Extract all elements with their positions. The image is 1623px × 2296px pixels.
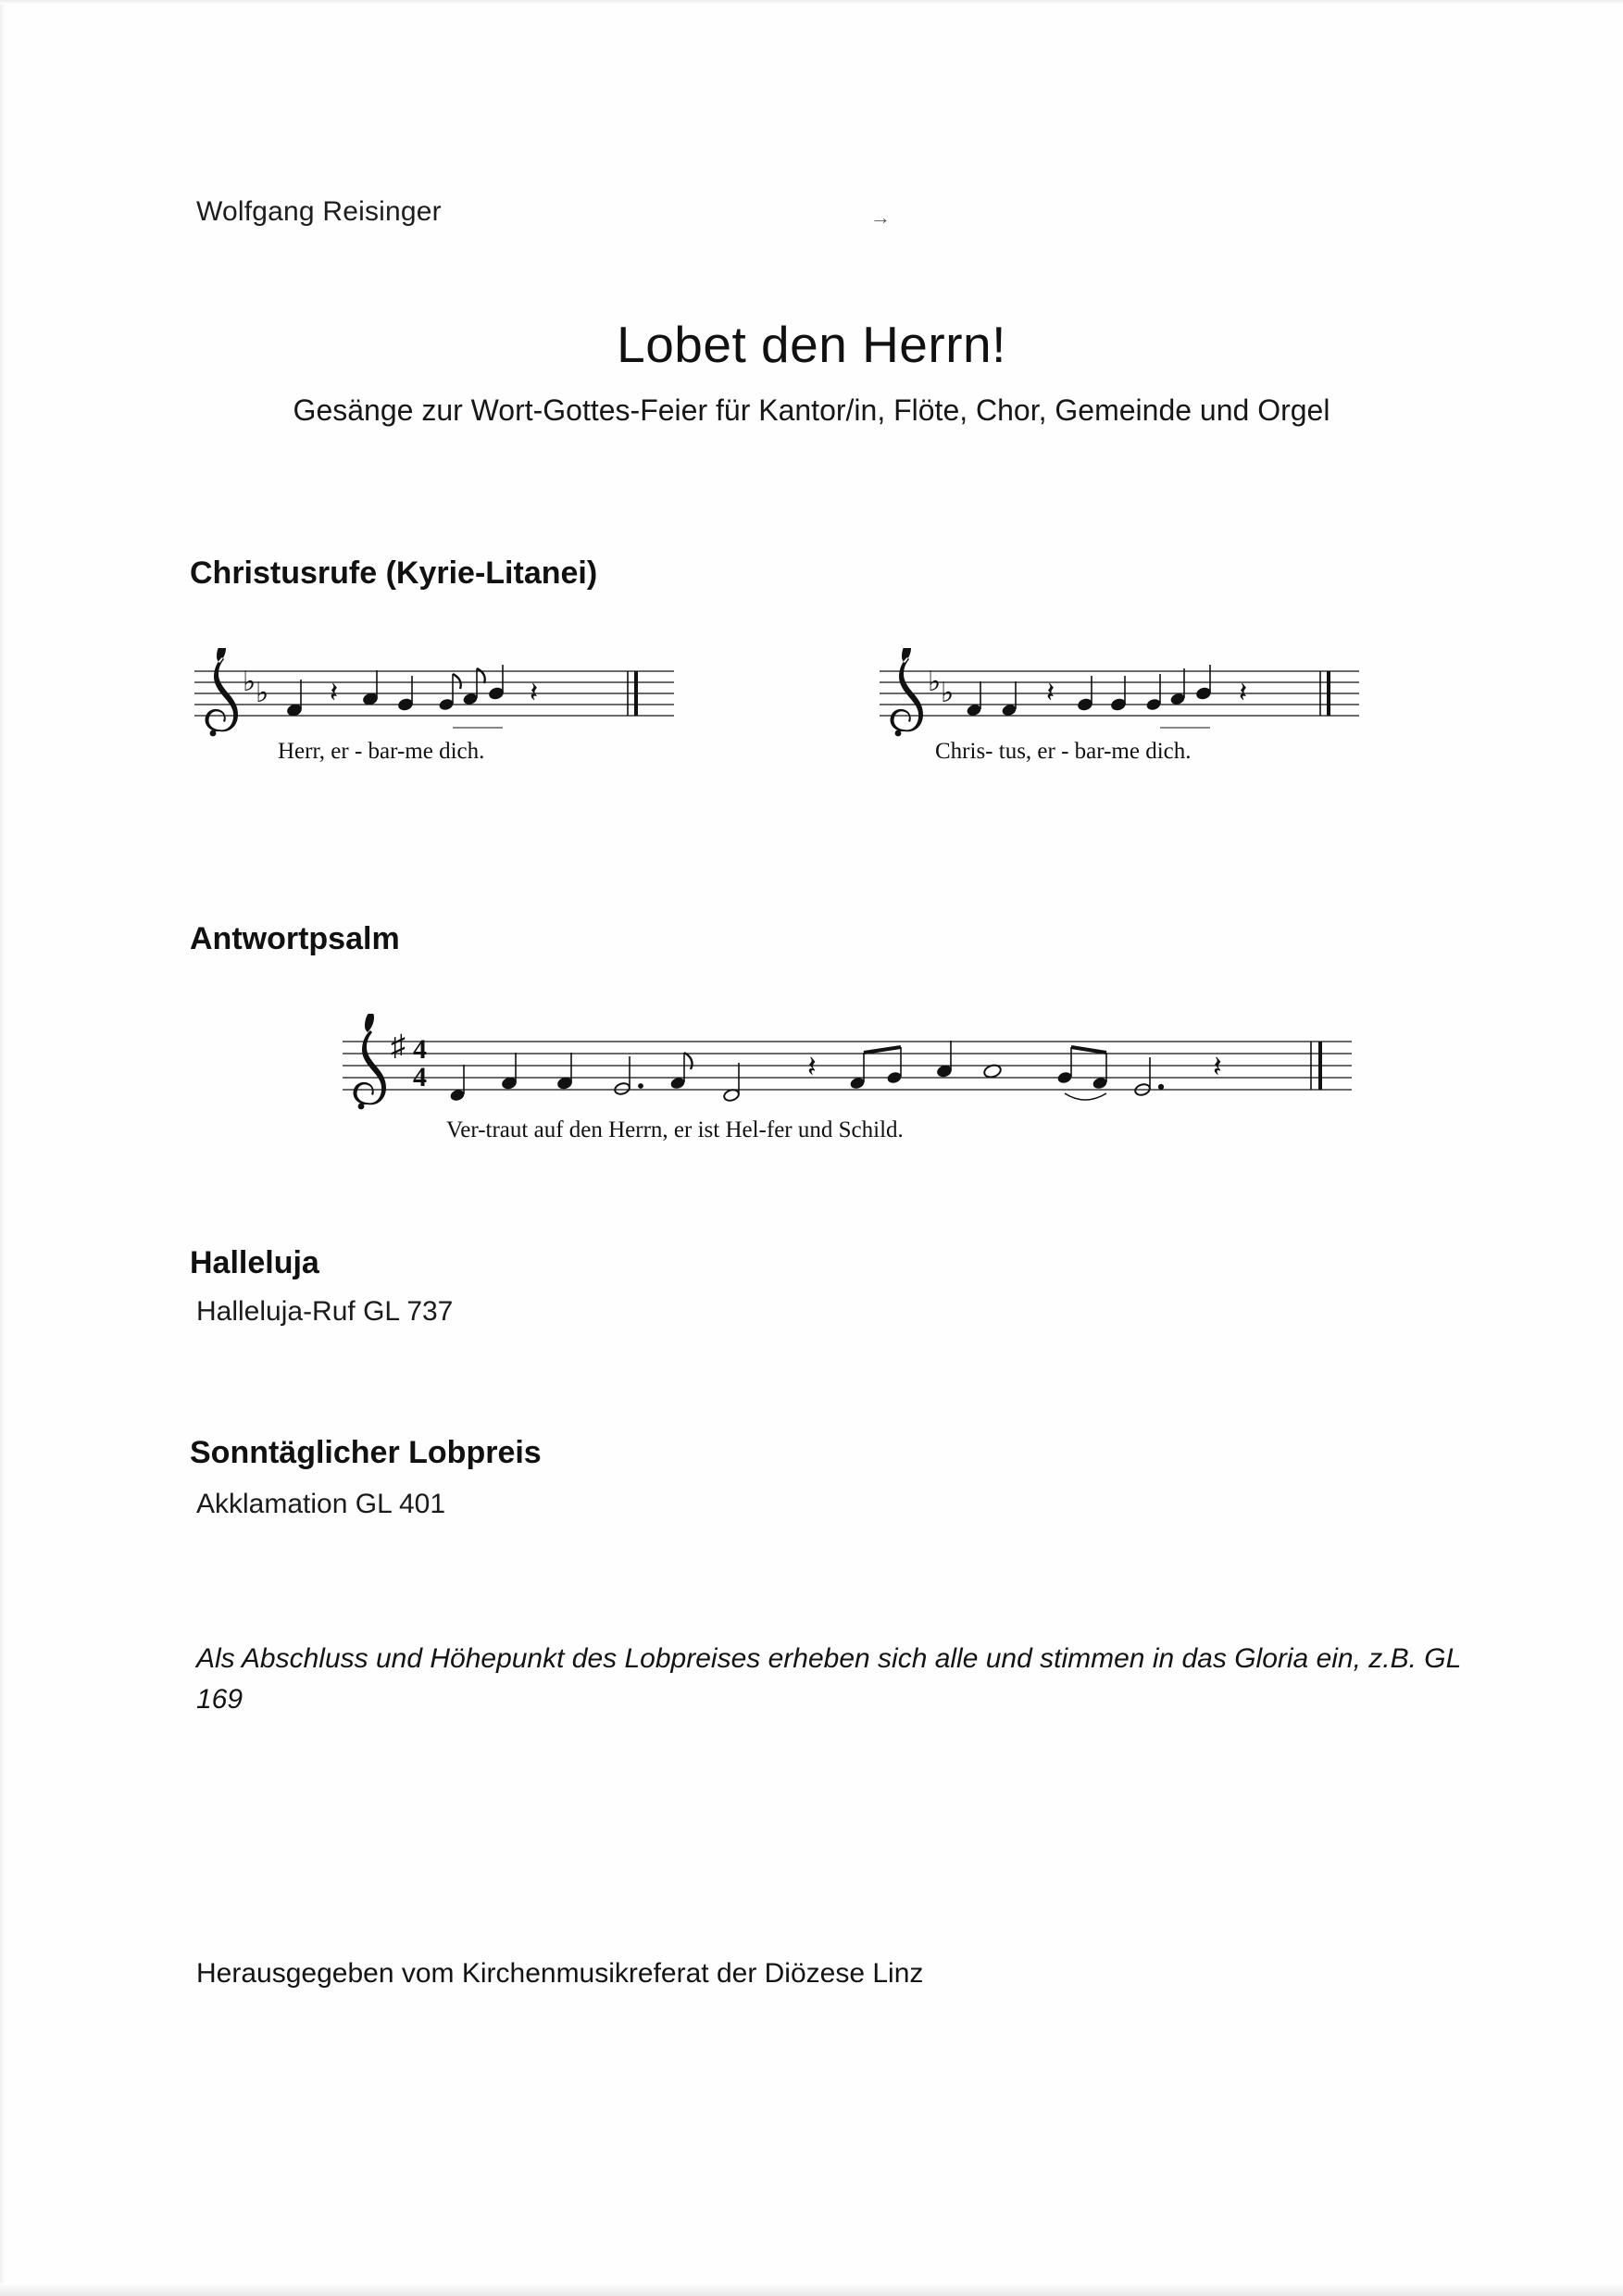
time-signature-four-four bbox=[413, 1034, 427, 1092]
kyrie-staff-right-lyrics: Chris- tus, er - bar-me dich. bbox=[935, 739, 1192, 764]
treble-clef bbox=[353, 1014, 386, 1109]
svg-text:♯: ♯ bbox=[391, 1029, 406, 1062]
page-title: Lobet den Herrn! bbox=[617, 316, 1006, 373]
page-subtitle: Gesänge zur Wort-Gottes-Feier für Kantor/in, Flöte, Chor, Gemeinde und Orgel bbox=[293, 393, 1330, 427]
psalm-staff bbox=[333, 1014, 1370, 1142]
two-flats bbox=[928, 667, 954, 708]
treble-clef bbox=[205, 648, 238, 736]
svg-text:𝄽: 𝄽 bbox=[807, 1050, 817, 1083]
svg-text:4: 4 bbox=[413, 1034, 427, 1065]
section-heading-halleluja: Halleluja bbox=[190, 1245, 319, 1280]
section-heading-antwortpsalm: Antwortpsalm bbox=[190, 921, 400, 956]
section-subtext-lobpreis: Akklamation GL 401 bbox=[196, 1489, 446, 1519]
treble-clef bbox=[890, 648, 923, 736]
publisher-line: Herausgegeben vom Kirchenmusikreferat der Diözese Linz bbox=[196, 1958, 924, 1989]
psalm-staff-lyrics: Ver-traut auf den Herrn, er ist Hel-fer und Schild. bbox=[446, 1117, 904, 1142]
kyrie-staff-left bbox=[185, 648, 685, 764]
svg-text:♭: ♭ bbox=[243, 667, 256, 697]
svg-text:𝄽: 𝄽 bbox=[1239, 678, 1248, 708]
one-sharp bbox=[391, 1029, 406, 1062]
kyrie-staff-right bbox=[870, 648, 1370, 764]
closing-note: Als Abschluss und Höhepunkt des Lobpreises erheben sich alle und stimmen in das Gloria ein, z.B. GL 169 bbox=[196, 1643, 1461, 1715]
scan-edge-top bbox=[0, 0, 1623, 5]
svg-text:♭: ♭ bbox=[928, 667, 942, 697]
svg-text:4: 4 bbox=[413, 1062, 427, 1092]
arrow-icon: → bbox=[870, 206, 891, 229]
svg-text:𝄽: 𝄽 bbox=[1213, 1050, 1222, 1083]
two-flats bbox=[243, 667, 268, 708]
svg-text:𝄽: 𝄽 bbox=[530, 678, 539, 708]
svg-text:♭: ♭ bbox=[256, 678, 269, 708]
svg-text:𝄽: 𝄽 bbox=[330, 678, 339, 708]
section-heading-lobpreis: Sonntäglicher Lobpreis bbox=[190, 1435, 542, 1470]
section-subtext-halleluja: Halleluja-Ruf GL 737 bbox=[196, 1296, 454, 1327]
scan-edge-bottom bbox=[0, 2283, 1623, 2296]
section-heading-christusrufe: Christusrufe (Kyrie-Litanei) bbox=[190, 555, 598, 591]
author-name: Wolfgang Reisinger bbox=[196, 196, 442, 227]
svg-text:𝄽: 𝄽 bbox=[1046, 678, 1055, 708]
svg-text:♭: ♭ bbox=[941, 678, 955, 708]
kyrie-staff-left-lyrics: Herr, er - bar-me dich. bbox=[278, 739, 485, 764]
